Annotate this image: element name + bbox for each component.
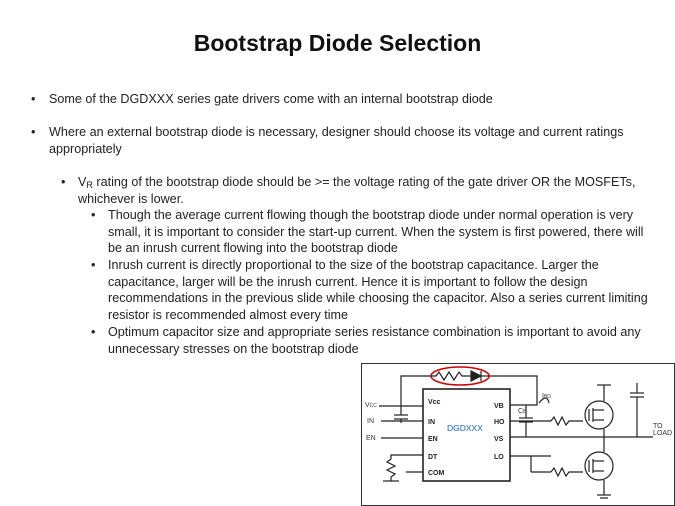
bullet-text [78,175,635,206]
slide-title: Bootstrap Diode Selection [193,30,482,56]
label-ibd: IBD [542,393,551,400]
pin-vs: VS [494,436,504,443]
bullet-text: Inrush current is directly proportional to the size of the bootstrap capacitance. Larger the capacitance, larger will be the inrush current. Hence it is important to follow the design recommendations in the previous slide while choosing the capacitor. Also a series current limiting resistor is recommended almost every time [108,258,648,322]
pin-lo: LO [494,454,504,461]
pin-in: IN [428,419,435,426]
label-cb: CB [518,408,527,415]
label-vcc: VCC [365,402,377,409]
label-in: IN [367,418,374,425]
pin-en: EN [428,436,438,443]
label-load: LOAD [653,430,673,437]
ic-name: DGDXXX [447,423,483,433]
gate-driver-circuit-diagram [361,363,675,506]
bullet-glyph: • [31,92,36,106]
bullet-text: Some of the DGDXXX series gate drivers come with an internal bootstrap diode [49,92,493,106]
pin-vcc: Vcc [428,399,441,406]
pin-dt: DT [428,454,438,461]
bullet-inrush-current [91,257,653,323]
bullet-text: Though the average current flowing though the bootstrap diode under normal operation is very small, it is important to consider the start-up current. When the system is first powered, there will be an inrush current flowing into the bootstrap diode [108,208,644,255]
pin-ho: HO [494,419,505,426]
bullet-external-diode [31,124,649,157]
bullet-vr-rating [61,174,648,207]
label-to: TO [653,423,663,430]
bullet-glyph: • [91,208,96,222]
bullet-glyph: • [31,125,36,139]
bullet-text: Where an external bootstrap diode is necessary, designer should choose its voltage and current ratings appropriately [49,125,624,156]
bullet-glyph: • [61,175,66,189]
pin-vb: VB [494,403,504,410]
pin-com: COM [428,470,445,477]
bullet-optimum-capacitor [91,324,653,357]
bullet-glyph: • [91,325,96,339]
diagram-border [362,364,675,506]
label-en: EN [366,435,376,442]
bullet-glyph: • [91,258,96,272]
bullet-internal-diode [31,91,649,108]
vr-subscript: R [86,180,93,190]
vr-symbol: V [78,175,87,189]
bullet-text: Optimum capacitor size and appropriate series resistance combination is important to avoid any unnecessary stresses on the bootstrap diode [108,325,641,356]
vr-text: rating of the bootstrap diode should be >= the voltage rating of the gate driver OR the MOSFETs, whichever is lower. [78,175,636,206]
bullet-startup-current [91,207,653,257]
